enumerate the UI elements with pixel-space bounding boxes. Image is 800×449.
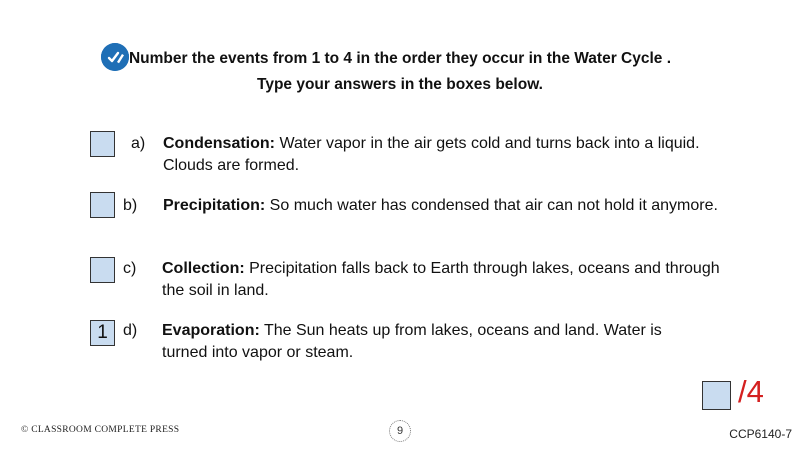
score-total: /4: [738, 374, 764, 409]
score-box[interactable]: [702, 381, 731, 410]
page-number: 9: [389, 420, 411, 442]
description-precipitation-line-1: So much water has condensed that air can not hold it anymore.: [265, 197, 718, 214]
answer-box-a[interactable]: [90, 131, 115, 157]
item-collection: [162, 258, 720, 302]
instructions-line-1: Number the events from 1 to 4 in the order they occur in the Water Cycle .: [128, 50, 672, 67]
description-collection-line-1: Precipitation falls back to Earth through lakes, oceans and through: [244, 260, 720, 277]
instructions: [0, 46, 800, 98]
instructions-line-2: Type your answers in the boxes below.: [257, 76, 543, 93]
term-evaporation: Evaporation:: [162, 322, 260, 339]
description-condensation-line-1: Water vapor in the air gets cold and turns back into a liquid.: [275, 135, 700, 152]
answer-box-b[interactable]: [90, 192, 115, 218]
description-evaporation-line-2: turned into vapor or steam.: [162, 344, 354, 361]
item-precipitation: [163, 195, 718, 217]
term-collection: Collection:: [162, 260, 245, 277]
answer-box-c[interactable]: [90, 257, 115, 283]
item-condensation: [163, 133, 700, 177]
term-precipitation: Precipitation:: [163, 197, 266, 214]
answer-box-d[interactable]: 1: [90, 320, 115, 346]
product-code: CCP6140-7: [729, 427, 792, 441]
publisher-logo: © CLASSROOM COMPLETE PRESS: [21, 425, 180, 435]
item-letter-a: a): [131, 135, 146, 152]
item-letter-c: c): [123, 260, 137, 277]
item-evaporation: [162, 320, 662, 364]
item-letter-d: d): [123, 322, 138, 339]
description-condensation-line-2: Clouds are formed.: [163, 157, 300, 174]
description-evaporation-line-1: The Sun heats up from lakes, oceans and land. Water is: [259, 322, 662, 339]
description-collection-line-2: the soil in land.: [162, 282, 269, 299]
term-condensation: Condensation:: [163, 135, 275, 152]
item-letter-b: b): [123, 197, 138, 214]
